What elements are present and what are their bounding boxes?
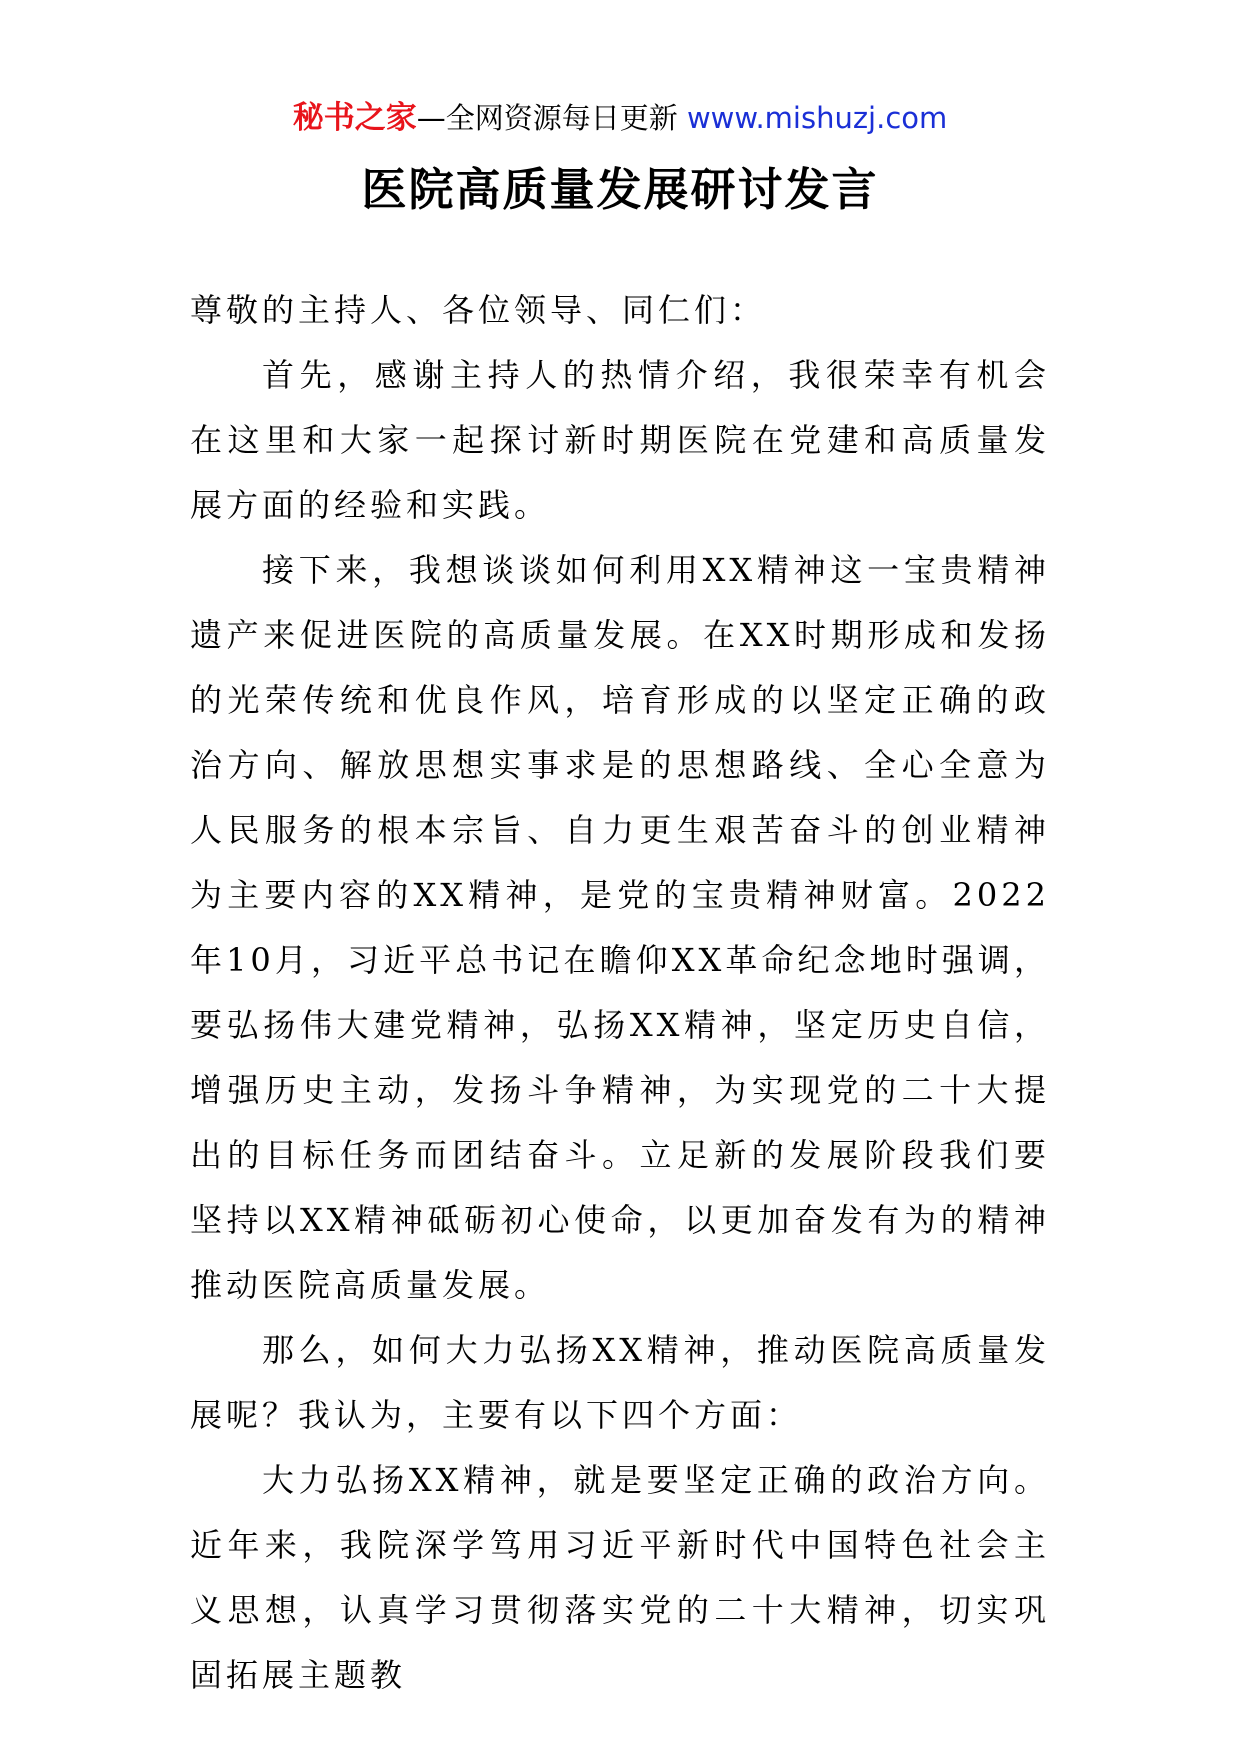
paragraph: 接下来，我想谈谈如何利用XX精神这一宝贵精神遗产来促进医院的高质量发展。在XX时期形成和发扬的光荣传统和优良作风，培育形成的以坚定正确的政治方向、解放思想实事求是的思想路线、全心全意为人民服务的根本宗旨、自力更生艰苦奋斗的创业精神为主要内容的XX精神，是党的宝贵精神财富。2022年10月，习近平总书记在瞻仰XX革命纪念地时强调，要弘扬伟大建党精神，弘扬XX精神，坚定历史自信，增强历史主动，发扬斗争精神，为实现党的二十大提出的目标任务而团结奋斗。立足新的发展阶段我们要坚持以XX精神砥砺初心使命，以更加奋发有为的精神推动医院高质量发展。 xyxy=(190,551,1050,1304)
watermark-brand: 秘书之家 xyxy=(292,100,417,136)
watermark-url[interactable]: www.mishuzj.com xyxy=(686,101,948,135)
paragraph: 那么，如何大力弘扬XX精神，推动医院高质量发展呢？我认为，主要有以下四个方面： xyxy=(190,1331,1050,1434)
document-title: 医院高质量发展研讨发言 xyxy=(361,163,879,216)
watermark-header xyxy=(0,98,1240,138)
salutation: 尊敬的主持人、各位领导、同仁们： xyxy=(190,291,767,329)
paragraph: 大力弘扬XX精神，就是要坚定正确的政治方向。近年来，我院深学笃用习近平新时代中国特色社会主义思想，认真学习贯彻落实党的二十大精神，切实巩固拓展主题教 xyxy=(190,1461,1050,1694)
document-body xyxy=(190,278,1050,1708)
watermark-tagline: —全网资源每日更新 xyxy=(416,101,678,135)
paragraph: 首先，感谢主持人的热情介绍，我很荣幸有机会在这里和大家一起探讨新时期医院在党建和高质量发展方面的经验和实践。 xyxy=(190,356,1050,524)
